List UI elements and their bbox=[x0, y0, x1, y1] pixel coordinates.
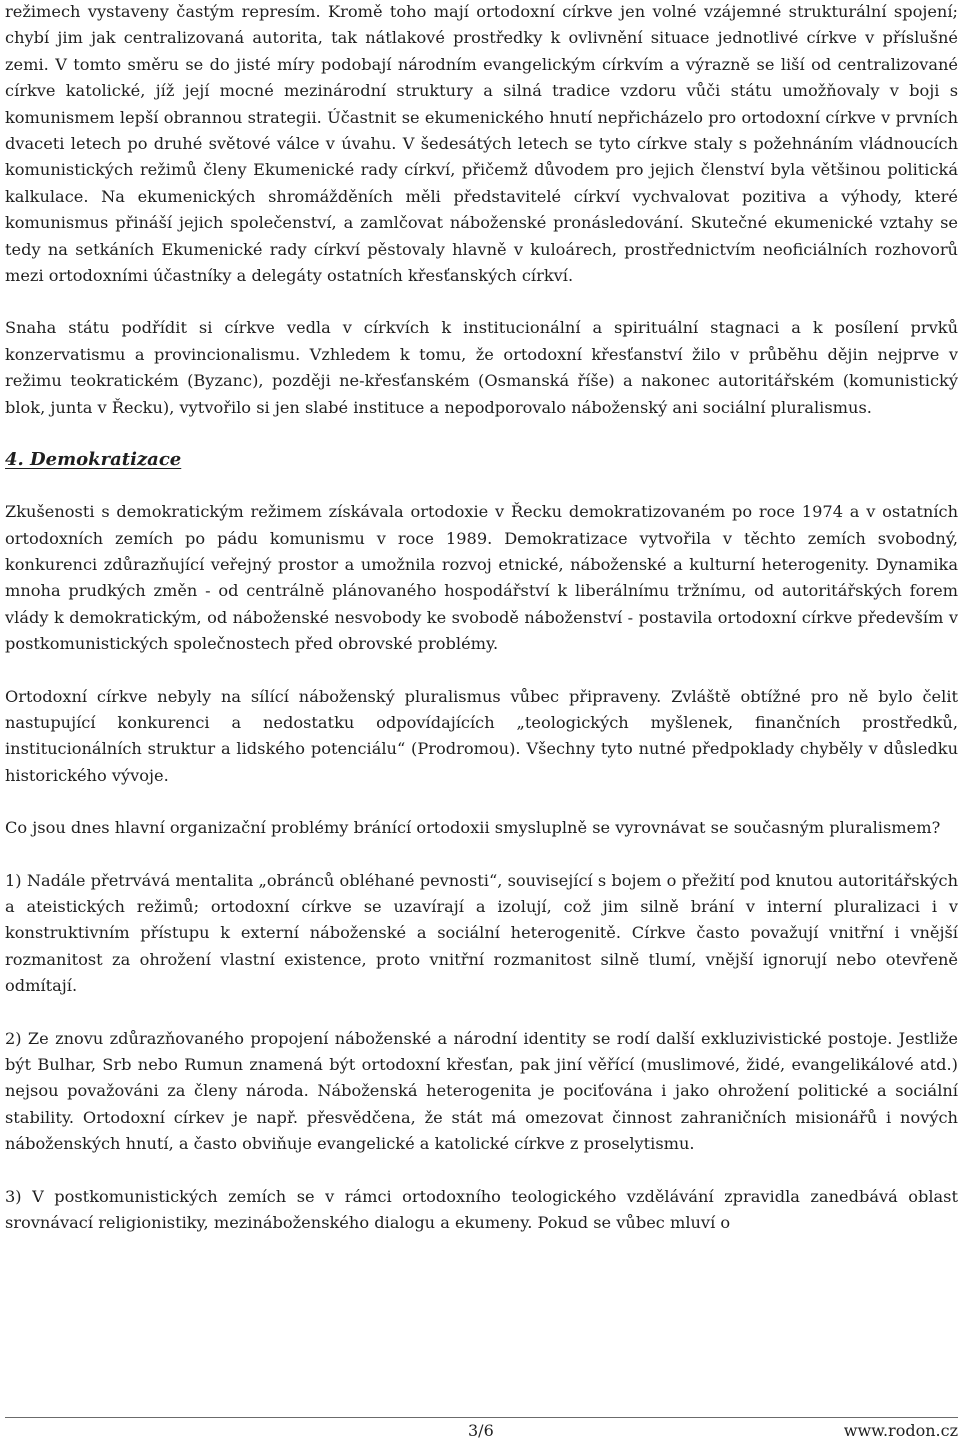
footer-divider bbox=[5, 1417, 958, 1418]
paragraph-intro: režimech vystaveny častým represím. Kromě toho mají ortodoxní církve jen volné vzájemné strukturální spojení; chybí jim jak centralizovaná autorita, tak nátlakové prostředky k ovlivnění situace jednotlivé církve v příslušné zemi. V tomto směru se do jisté míry podobají národním evangelickým církvím a výrazně se liší od centralizované církve katolické, jíž její mocné mezinárodní struktury a silná tradice vzdoru vůči státu umožňovaly v boji s komunismem lepší obrannou strategii. Účastnit se ekumenického hnutí nepřicházelo pro ortodoxní církve v prvních dvaceti letech po druhé světové válce v úvahu. V šedesátých letech se tyto církve staly s požehnáním vládnoucích komunistických režimů členy Ekumenické rady církví, přičemž důvodem pro jejich členství byla většinou politická kalkulace. Na ekumenických shromážděních měli představitelé církví vychvalovat pozitiva a výhody, které komunismus přináší jejich společenství, a zamlčovat náboženské pronásledování. Skutečné ekumenické vztahy se tedy na setkáních Ekumenické rady církví pěstovaly hlavně v kuloárech, prostřednictvím neoficiálních rozhovorů mezi ortodoxními účastníky a delegáty ostatních křesťanských církví. bbox=[5, 2, 958, 286]
page-number: 3/6 bbox=[468, 1421, 494, 1440]
paragraph-pluralism-unprepared: Ortodoxní církve nebyly na sílící náboženský pluralismus vůbec připraveny. Zvláště obtížné pro ně bylo čelit nastupující konkurenci a nedostatku odpovídajících „teologických myšlenek, finančních prostředků, institucionálních struktur a lidského potenciálu“ (Prodromou). Všechny tyto nutné předpoklady chyběly v důsledku historického vývoje. bbox=[5, 686, 958, 785]
paragraph-gap bbox=[5, 421, 958, 447]
paragraph-gap bbox=[5, 842, 958, 868]
paragraph-democratization: Zkušenosti s demokratickým režimem získávala ortodoxie v Řecku demokratizovaném po roce 1974 a v ostatních ortodoxních zemích po pádu komunismu v roce 1989. Demokratizace vytvořila v těchto zemích svobodný, konkurenci zdůrazňující veřejný prostor a umožnila rozvoj etnické, náboženské a kulturní heterogenity. Dynamika mnoha prudkých změn - od centrálně plánovaného hospodářství k liberálnímu tržnímu, od autoritářských forem vlády k demokratickým, od náboženské nesvobody ke svobodě náboženství - postavila ortodoxní církve především v postkomunistických společnostech před obrovské problémy. bbox=[5, 502, 958, 654]
paragraph-point-2: 2) Ze znovu zdůrazňovaného propojení náboženské a národní identity se rodí další exkluzivistické postoje. Jestliže být Bulhar, Srb nebo Rumun znamená být ortodoxní křesťan, pak jiní věřící (muslimové, židé, evangelikálové atd.) nejsou považováni za členy národa. Náboženská heterogenita je pociťována i jako ohrožení politické a sociální stability. Ortodoxní církev je např. přesvědčena, že stát má omezovat činnost zahraničních misionářů i nových náboženských hnutí, a často obviňuje evangelické a katolické církve z proselytismu. bbox=[5, 1028, 958, 1154]
paragraph-state-stagnation: Snaha státu podřídit si církve vedla v církvích k institucionální a spirituální stagnaci a k posílení prvků konzervatismu a provincionalismu. Vzhledem k tomu, že ortodoxní křesťanství žilo v průběhu dějin nejprve v režimu teokratickém (Byzanc), později ne-křesťanském (Osmanská říše) a nakonec autoritářském (komunistický blok, junta v Řecku), vytvořilo si jen slabé instituce a nepodporovalo náboženský ani sociální pluralismus. bbox=[5, 318, 958, 417]
paragraph-gap bbox=[5, 1000, 958, 1026]
website-link[interactable]: www.rodon.cz bbox=[843, 1421, 958, 1440]
paragraph-gap bbox=[5, 473, 958, 499]
paragraph-gap bbox=[5, 789, 958, 815]
paragraph-point-1: 1) Nadále přetrvává mentalita „obránců obléhané pevnosti“, související s bojem o přežití pod knutou autoritářských a ateistických režimů; ortodoxní církve se uzavírají a izolují, což jim silně brání v interní pluralizaci i v konstruktivním přístupu k externí náboženské a sociální heterogenitě. Církve často považují vnitřní i vnější rozmanitost za ohrožení vlastní existence, proto vnitřní rozmanitost silně tlumí, vnější ignorují nebo otevřeně odmítají. bbox=[5, 870, 958, 996]
paragraph-gap bbox=[5, 289, 958, 315]
section-heading: 4. Demokratizace bbox=[5, 449, 182, 471]
paragraph-gap bbox=[5, 1158, 958, 1184]
paragraph-point-3: 3) V postkomunistických zemích se v rámci ortodoxního teologického vzdělávání zpravidla zanedbává oblast srovnávací religionistiky, mezináboženského dialogu a ekumeny. Pokud se vůbec mluví o bbox=[5, 1186, 958, 1233]
paragraph-question: Co jsou dnes hlavní organizační problémy bránící ortodoxii smysluplně se vyrovnávat se současným pluralismem? bbox=[5, 818, 941, 838]
page-footer bbox=[5, 1417, 958, 1442]
document-page bbox=[5, 0, 958, 1236]
paragraph-gap bbox=[5, 658, 958, 684]
